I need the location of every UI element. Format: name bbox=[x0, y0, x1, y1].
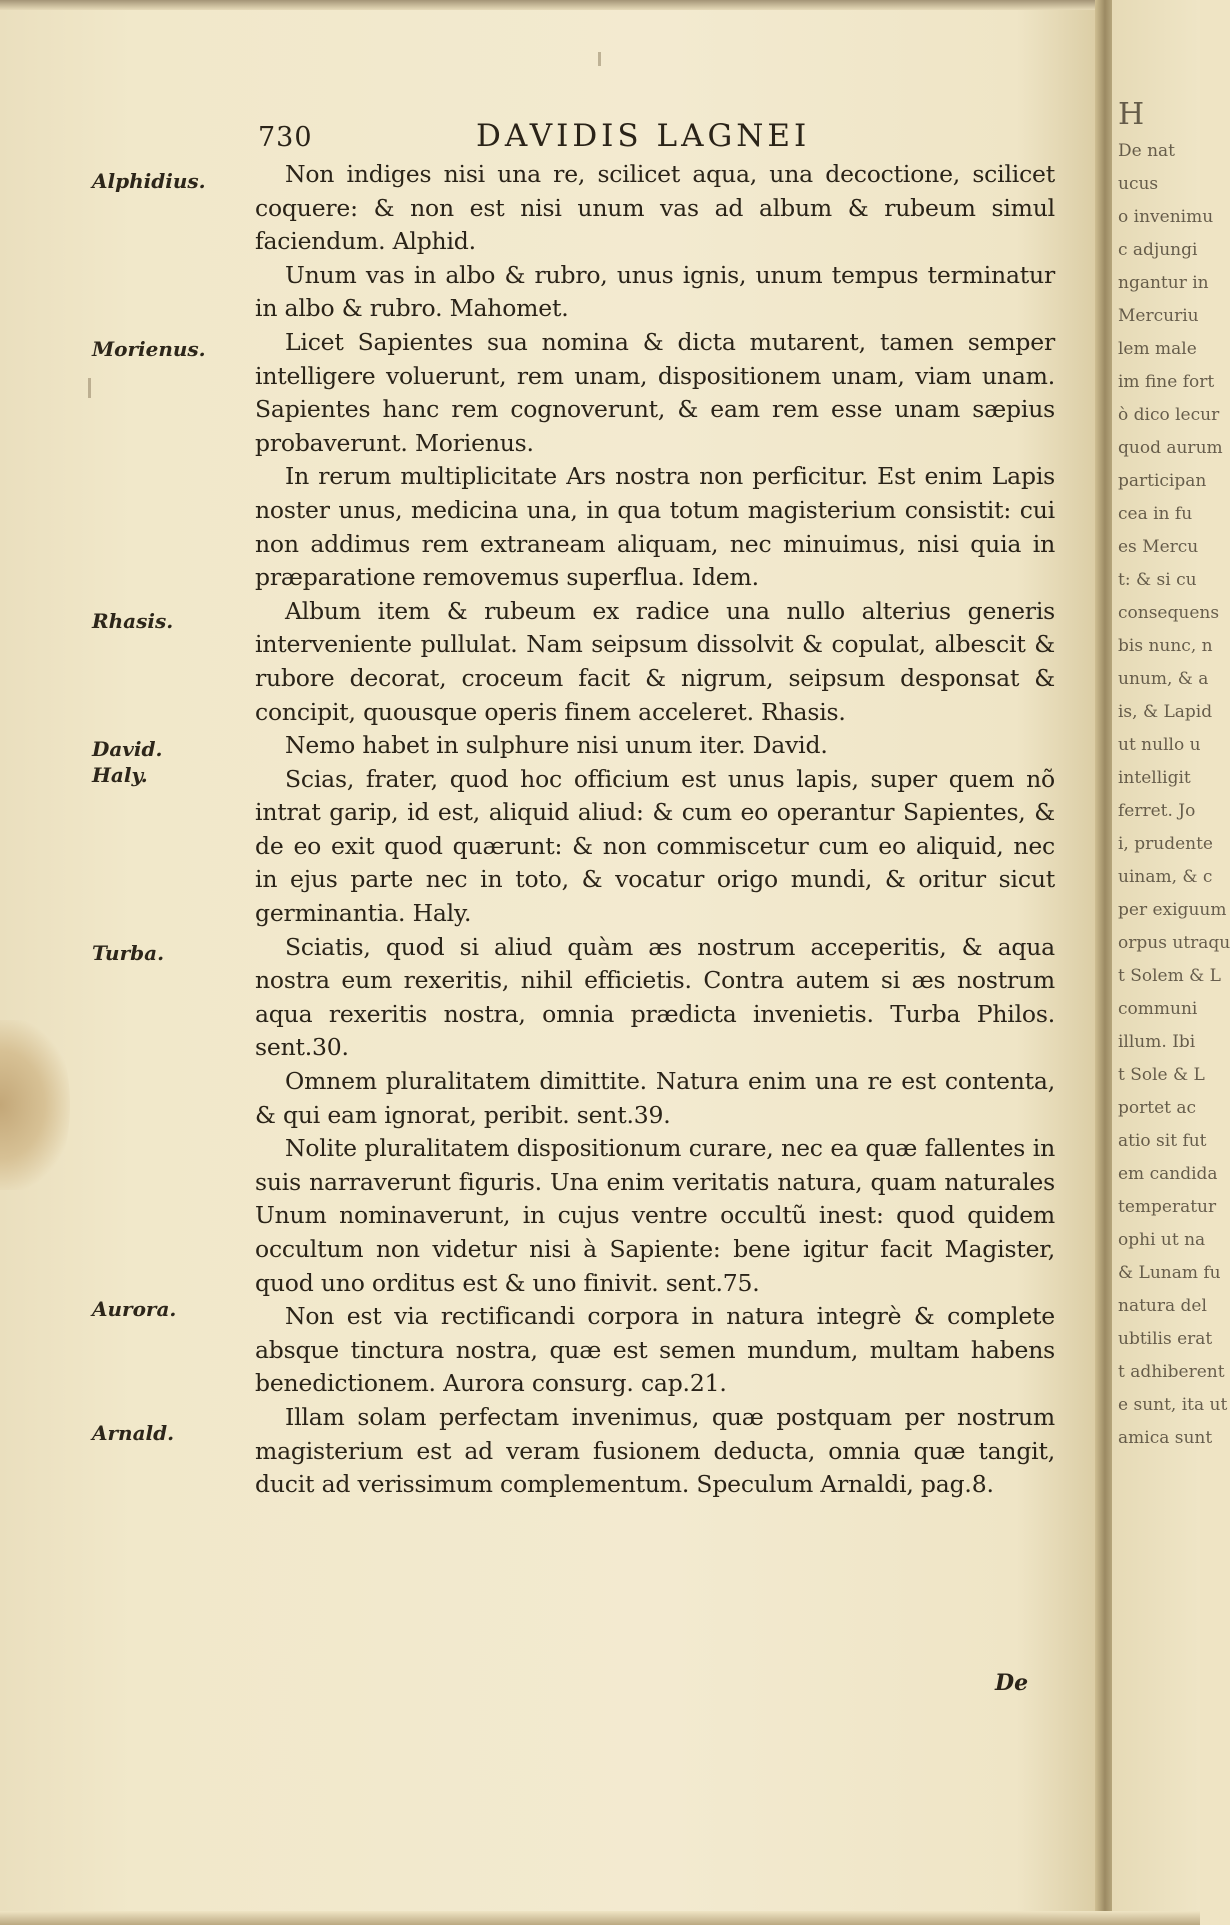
facing-page-line: portet ac bbox=[1118, 1098, 1197, 1118]
page-number: 730 bbox=[258, 122, 313, 153]
paragraph: Non est via rectificandi corpora in natura integrè & complete absque tinctura nostra, quæ est semen mundum, multam habens benedictionem. Aurora consurg. cap.21. bbox=[255, 1302, 1055, 1398]
facing-page-line: temperatur bbox=[1118, 1197, 1217, 1217]
margin-note-haly: Haly. bbox=[92, 763, 148, 787]
margin-note-arnald: Arnald. bbox=[92, 1421, 175, 1445]
facing-page-line: is, & Lapid bbox=[1118, 702, 1213, 722]
facing-page-line: communi bbox=[1118, 999, 1198, 1019]
page-stain bbox=[0, 1020, 70, 1190]
facing-page-line: illum. Ibi bbox=[1118, 1032, 1196, 1052]
paragraph: Album item & rubeum ex radice una nullo alterius generis interveniente pullulat. Nam seipsum dissolvit & copulat, albescit & rubore decorat, croceum facit & nigrum, seipsum desponsat & concipit, quousque operis finem acceleret. Rhasis. bbox=[255, 596, 1055, 726]
facing-page-line: c adjungi bbox=[1118, 240, 1198, 260]
facing-page-line: unum, & a bbox=[1118, 669, 1209, 689]
facing-page-line: t: & si cu bbox=[1118, 570, 1197, 590]
facing-page-line: orpus utraqu bbox=[1118, 933, 1230, 953]
catchword: De bbox=[995, 1670, 1029, 1696]
facing-page-line: im fine fort bbox=[1118, 372, 1215, 392]
facing-page-line: & Lunam fu bbox=[1118, 1263, 1221, 1283]
facing-page-line: participan bbox=[1118, 471, 1207, 491]
facing-page-line: amica sunt bbox=[1118, 1428, 1213, 1448]
facing-page-line: ucus bbox=[1118, 174, 1159, 194]
paragraph: Nemo habet in sulphure nisi unum iter. David. bbox=[285, 731, 828, 760]
facing-page-line: De nat bbox=[1118, 141, 1176, 161]
paragraph: Non indiges nisi una re, scilicet aqua, una decoctione, scilicet coquere: & non est nisi unum vas ad album & rubeum simul faciendum. Alphid. bbox=[255, 160, 1055, 256]
facing-page-line: ubtilis erat bbox=[1118, 1329, 1213, 1349]
facing-page-line: consequens bbox=[1118, 603, 1220, 623]
facing-page-line: intelligit bbox=[1118, 768, 1191, 788]
facing-page-line: e sunt, ita ut bbox=[1118, 1395, 1228, 1415]
running-title: DAVIDIS LAGNEI bbox=[476, 118, 811, 154]
facing-page-line: em candida bbox=[1118, 1164, 1218, 1184]
facing-page-line: ut nullo u bbox=[1118, 735, 1201, 755]
facing-page-line: uinam, & c bbox=[1118, 867, 1213, 887]
facing-page-line: ò dico lecur bbox=[1118, 405, 1220, 425]
page-bottom-edge bbox=[0, 1911, 1200, 1925]
facing-page-line: o invenimu bbox=[1118, 207, 1214, 227]
facing-page-line: t adhiberent bbox=[1118, 1362, 1225, 1382]
facing-page-line: t Solem & L bbox=[1118, 966, 1221, 986]
paragraph: In rerum multiplicitate Ars nostra non perficitur. Est enim Lapis noster unus, medicina una, in qua totum magisterium consistit: cui non addimus rem extraneam aliquam, nec minuimus, nisi quia in præparatione removemus superflua. Idem. bbox=[255, 462, 1055, 592]
facing-page-line: ophi ut na bbox=[1118, 1230, 1206, 1250]
paragraph: Illam solam perfectam invenimus, quæ postquam per nostrum magisterium est ad veram fusionem deducta, omnia quæ tangit, ducit ad verissimum complementum. Speculum Arnaldi, pag.8. bbox=[255, 1402, 1055, 1499]
paragraph: Sciatis, quod si aliud quàm æs nostrum acceperitis, & aqua nostra eum rexeritis, nihil efficietis. Contra autem si æs nostrum aqua rexeritis nostra, omnia prædicta invenietis. Turba Philos. sent.30. bbox=[255, 932, 1055, 1062]
main-text bbox=[255, 158, 1055, 1502]
paper-speck bbox=[598, 52, 601, 66]
page-header bbox=[258, 118, 878, 158]
facing-page-line: natura del bbox=[1118, 1296, 1207, 1316]
margin-note-alphidius: Alphidius. bbox=[92, 169, 206, 193]
margin-note-aurora: Aurora. bbox=[92, 1297, 177, 1321]
facing-page-line: per exiguum bbox=[1118, 900, 1227, 920]
margin-note-david: David. bbox=[92, 737, 163, 761]
page-top-edge bbox=[0, 0, 1105, 10]
facing-page-text bbox=[1118, 95, 1230, 1455]
facing-page-line: bis nunc, n bbox=[1118, 636, 1213, 656]
margin-note-turba: Turba. bbox=[92, 941, 165, 965]
facing-page-heading: H bbox=[1118, 97, 1145, 132]
paragraph: Omnem pluralitatem dimittite. Natura enim una re est contenta, & qui eam ignorat, peribit. sent.39. bbox=[255, 1067, 1055, 1129]
facing-page-line: es Mercu bbox=[1118, 537, 1199, 557]
paragraph: Nolite pluralitatem dispositionum curare, nec ea quæ fallentes in suis narraverunt figuris. Una enim veritatis natura, quam naturales Unum nominaverunt, in cujus ventre occultũ inest: quod quidem occultum non videtur nisi à Sapiente: bene igitur facit Magister, quod uno orditus est & uno finivit. sent.75. bbox=[255, 1134, 1055, 1297]
paragraph: Scias, frater, quod hoc officium est unus lapis, super quem nõ intrat garip, id est, aliquid aliud: & cum eo operantur Sapientes, & de eo exit quod quærunt: & non commiscetur cum eo aliquid, nec in ejus parte nec in toto, & vocatur origo mundi, & oritur sicut germinantia. Haly. bbox=[255, 764, 1055, 928]
facing-page-line: i, prudente bbox=[1118, 834, 1213, 854]
paper-speck bbox=[88, 378, 91, 398]
margin-note-morienus: Morienus. bbox=[92, 337, 206, 361]
facing-page-line: ngantur in bbox=[1118, 273, 1209, 293]
facing-page-line: cea in fu bbox=[1118, 504, 1193, 524]
facing-page-line: quod aurum bbox=[1118, 438, 1223, 458]
facing-page-line: ferret. Jo bbox=[1118, 801, 1196, 821]
margin-note-rhasis: Rhasis. bbox=[92, 609, 174, 633]
facing-page-line: t Sole & L bbox=[1118, 1065, 1205, 1085]
paragraph: Unum vas in albo & rubro, unus ignis, unum tempus terminatur in albo & rubro. Mahomet. bbox=[255, 260, 1055, 323]
facing-page-line: Mercuriu bbox=[1118, 306, 1199, 326]
facing-page-line: lem male bbox=[1118, 339, 1197, 359]
facing-page-line: atio sit fut bbox=[1118, 1131, 1207, 1151]
paragraph: Licet Sapientes sua nomina & dicta mutarent, tamen semper intelligere voluerunt, rem unam, dispositionem unam, viam unam. Sapientes hanc rem cognoverunt, & eam rem esse unam sæpius probaverunt. Morienus. bbox=[255, 327, 1055, 457]
